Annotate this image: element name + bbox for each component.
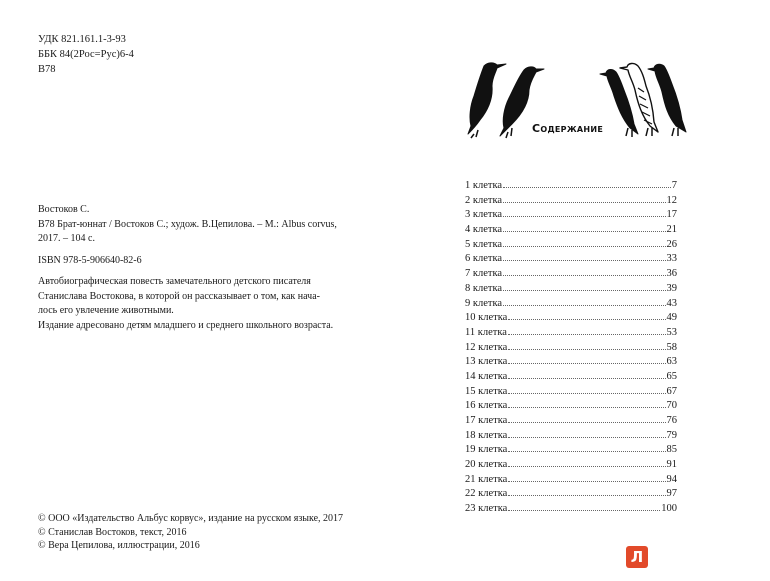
toc-entry-page: 49 <box>666 312 677 324</box>
toc-entry-page: 97 <box>666 488 677 500</box>
udk-code: УДК 821.161.1-3-93 <box>38 34 126 45</box>
toc-entry[interactable] <box>465 473 677 488</box>
toc-entry-page: 58 <box>666 341 677 353</box>
author-mark: В78 <box>38 63 56 75</box>
toc-dot-leader <box>503 260 665 261</box>
toc-entry[interactable] <box>465 385 677 400</box>
toc-dot-leader <box>508 422 665 423</box>
toc-entry-label: 2 клетка <box>465 194 503 206</box>
toc-entry-label: 21 клетка <box>465 473 508 485</box>
toc-entry[interactable] <box>465 252 677 267</box>
toc-entry[interactable] <box>465 326 677 341</box>
toc-entry-page: 67 <box>666 385 677 397</box>
toc-entry-page: 33 <box>666 253 677 265</box>
catalog-author: Востоков С. <box>38 204 90 215</box>
toc-entry-page: 94 <box>666 473 677 485</box>
toc-dot-leader <box>503 246 665 247</box>
toc-entry[interactable] <box>465 458 677 473</box>
toc-dot-leader <box>508 363 665 364</box>
toc-entry-page: 26 <box>666 238 677 250</box>
toc-dot-leader <box>503 216 665 217</box>
toc-entry-label: 11 клетка <box>465 326 507 338</box>
toc-entry-label: 22 клетка <box>465 488 508 500</box>
toc-entry-label: 20 клетка <box>465 459 508 471</box>
toc-entry[interactable] <box>465 443 677 458</box>
library-codes <box>38 33 134 77</box>
toc-entry[interactable] <box>465 414 677 429</box>
abstract-line: Станислава Востокова, в которой он рассказывает о том, как нача- <box>38 290 320 302</box>
toc-dot-leader <box>503 187 671 188</box>
toc-entry-label: 14 клетка <box>465 370 508 382</box>
toc-entry-label: 23 клетка <box>465 503 508 515</box>
toc-entry-page: 7 <box>671 180 677 191</box>
toc-dot-leader <box>503 290 665 291</box>
toc-dot-leader <box>508 378 665 379</box>
toc-entry-page: 12 <box>666 194 677 206</box>
toc-dot-leader <box>508 334 666 335</box>
toc-entry-page: 91 <box>666 459 677 471</box>
toc-list <box>465 179 677 517</box>
toc-entry[interactable] <box>465 282 677 297</box>
toc-entry-page: 85 <box>666 444 677 456</box>
catalog-card <box>38 203 348 333</box>
toc-entry-page: 39 <box>666 282 677 294</box>
toc-dot-leader <box>503 202 665 203</box>
toc-entry[interactable] <box>465 487 677 502</box>
toc-title: Содержание <box>532 122 604 135</box>
toc-entry-label: 13 клетка <box>465 356 508 368</box>
toc-entry-label: 6 клетка <box>465 253 503 265</box>
toc-entry-page: 100 <box>661 503 677 515</box>
toc-entry-label: 3 клетка <box>465 209 503 221</box>
isbn: ISBN 978-5-906640-82-6 <box>38 254 142 266</box>
toc-entry-label: 8 клетка <box>465 282 503 294</box>
toc-entry[interactable] <box>465 267 677 282</box>
toc-dot-leader <box>508 407 665 408</box>
toc-entry-label: 15 клетка <box>465 385 508 397</box>
toc-entry[interactable] <box>465 223 677 238</box>
toc-entry-label: 5 клетка <box>465 238 503 250</box>
toc-entry[interactable] <box>465 297 677 312</box>
catalog-description-line: 2017. – 104 с. <box>38 233 95 244</box>
toc-dot-leader <box>508 437 665 438</box>
toc-entry-label: 19 клетка <box>465 444 508 456</box>
toc-entry[interactable] <box>465 179 677 194</box>
bird-illustration <box>468 63 506 138</box>
toc-entry[interactable] <box>465 311 677 326</box>
audience-note: Издание адресовано детям младшего и среднего школьного возраста. <box>38 319 334 331</box>
litres-logo: Л <box>626 546 648 568</box>
toc-dot-leader <box>508 319 665 320</box>
copyright-publisher: © ООО «Издательство Альбус корвус», издание на русском языке, 2017 <box>38 513 344 524</box>
toc-entry-page: 79 <box>666 429 677 441</box>
toc-entry-label: 9 клетка <box>465 297 503 309</box>
catalog-description-line: В78 Брат-юннат / Востоков С.; худож. В.Цепилова. – М.: Albus corvus, <box>38 218 337 230</box>
toc-entry-label: 7 клетка <box>465 268 503 280</box>
toc-entry[interactable] <box>465 399 677 414</box>
toc-entry-page: 17 <box>666 209 677 221</box>
toc-entry-label: 16 клетка <box>465 400 508 412</box>
toc-entry-page: 53 <box>666 326 677 338</box>
toc-dot-leader <box>508 495 665 496</box>
toc-entry[interactable] <box>465 194 677 209</box>
toc-entry-page: 76 <box>666 415 677 426</box>
copyright-illustrations: © Вера Цепилова, иллюстрации, 2016 <box>38 540 200 551</box>
toc-dot-leader <box>508 451 665 452</box>
toc-entry[interactable] <box>465 370 677 385</box>
toc-entry-label: 4 клетка <box>465 224 503 236</box>
toc-entry[interactable] <box>465 208 677 223</box>
toc-dot-leader <box>508 393 665 394</box>
toc-entry-label: 10 клетка <box>465 312 508 324</box>
toc-entry-label: 1 клетка <box>465 180 503 191</box>
toc-entry-label: 12 клетка <box>465 341 508 353</box>
toc-dot-leader <box>503 305 665 306</box>
toc-entry[interactable] <box>465 238 677 253</box>
toc-entry-page: 63 <box>666 356 677 368</box>
toc-entry-page: 21 <box>666 224 677 236</box>
toc-dot-leader <box>508 510 660 511</box>
toc-entry[interactable] <box>465 355 677 370</box>
toc-entry[interactable] <box>465 502 677 517</box>
toc-dot-leader <box>508 481 665 482</box>
toc-entry[interactable] <box>465 341 677 356</box>
toc-dot-leader <box>503 275 665 276</box>
bbk-code: ББК 84(2Рос=Рус)6-4 <box>38 48 134 60</box>
toc-header <box>462 58 702 140</box>
toc-dot-leader <box>503 231 665 232</box>
toc-dot-leader <box>508 466 665 467</box>
toc-entry-label: 17 клетка <box>465 415 508 426</box>
toc-entry-page: 70 <box>666 400 677 412</box>
toc-entry-page: 43 <box>666 297 677 309</box>
abstract-line: Автобиографическая повесть замечательного детского писателя <box>38 276 311 287</box>
toc-entry-label: 18 клетка <box>465 429 508 441</box>
toc-dot-leader <box>508 349 665 350</box>
toc-entry-page: 36 <box>666 268 677 280</box>
copyright-text: © Станислав Востоков, текст, 2016 <box>38 526 187 538</box>
toc-entry[interactable] <box>465 429 677 444</box>
toc-entry-page: 65 <box>666 370 677 382</box>
abstract-line: лось его увлечение животными. <box>38 305 174 316</box>
copyright-block <box>38 512 343 553</box>
